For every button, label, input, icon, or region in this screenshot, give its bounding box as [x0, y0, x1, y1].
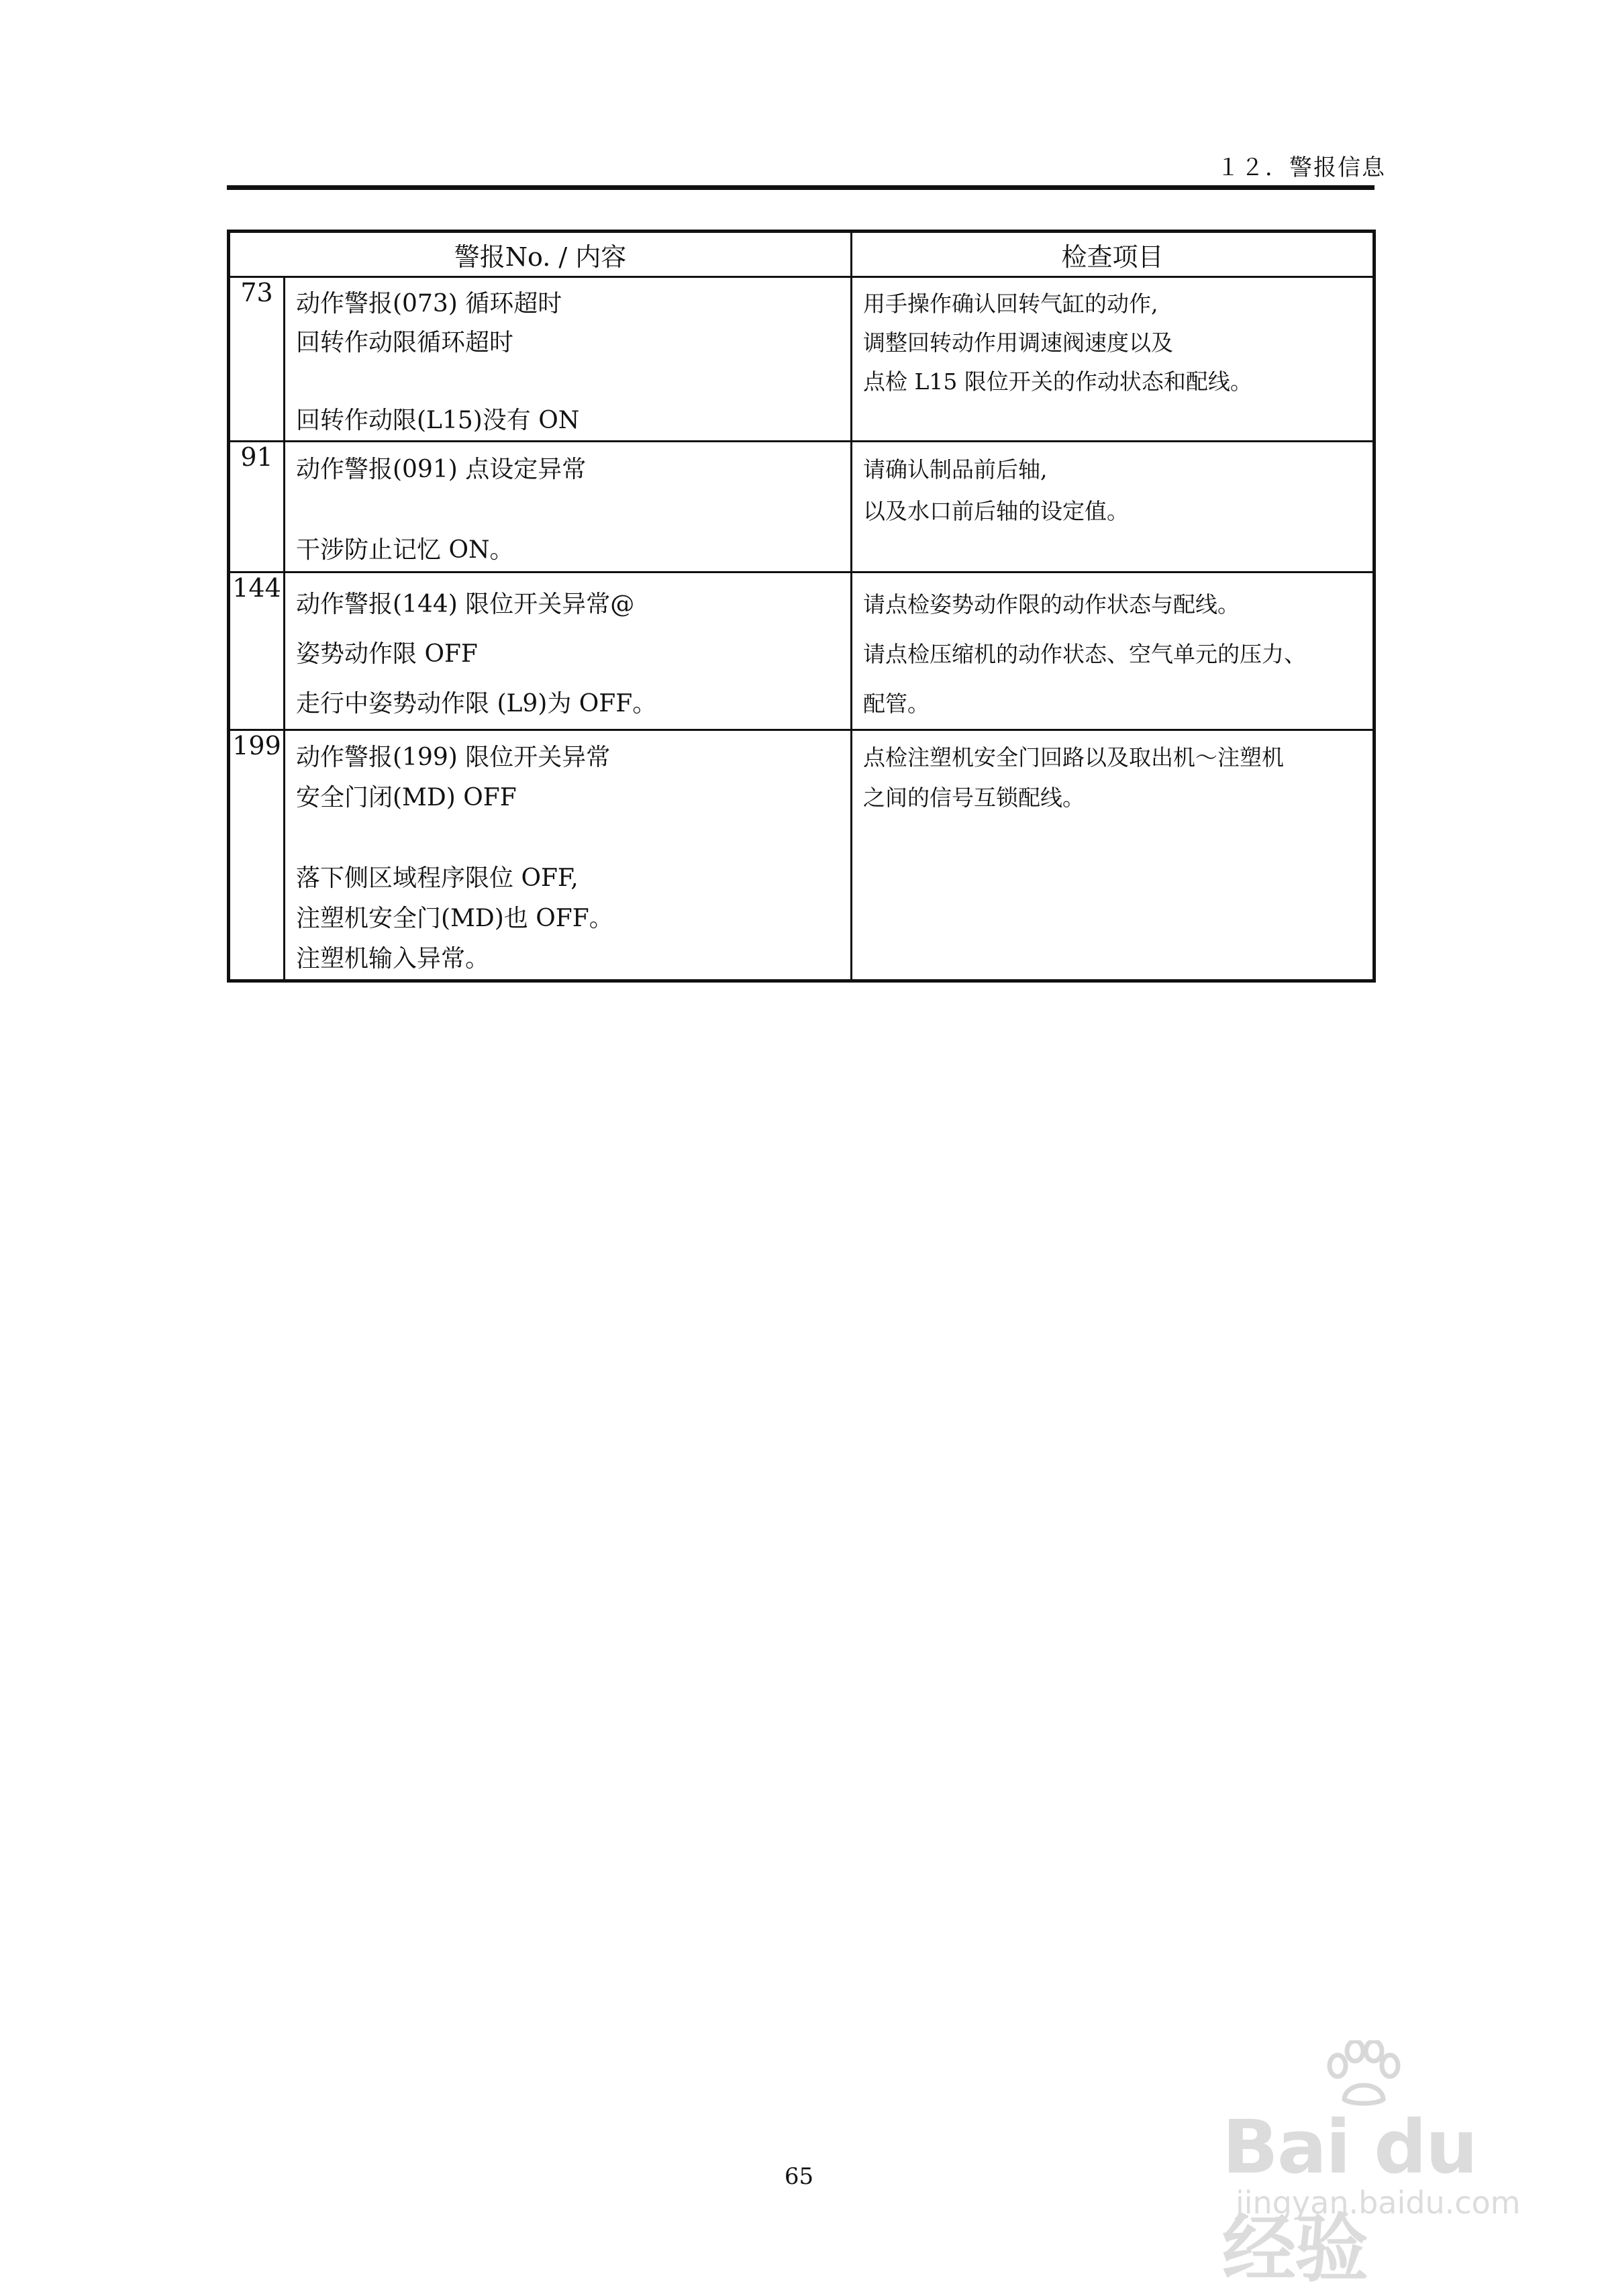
check-line: 点检注塑机安全门回路以及取出机～注塑机	[863, 744, 1285, 770]
content-line: 动作警报(144) 限位开关异常@	[296, 591, 635, 618]
content-line: 回转作动限循环超时	[296, 329, 514, 356]
alarm-content	[285, 442, 852, 572]
content-line: 回转作动限(L15)没有 ON	[296, 407, 580, 434]
header-alarm-content: 警报No. / 内容	[229, 232, 852, 277]
header-rule	[227, 185, 1375, 190]
alarm-number: 199	[229, 730, 285, 981]
check-items	[852, 277, 1375, 442]
table-row	[229, 442, 1375, 572]
content-line: 动作警报(073) 循环超时	[296, 290, 562, 317]
blank-line	[296, 491, 850, 530]
check-items	[852, 572, 1375, 730]
alarm-number: 73	[229, 277, 285, 442]
content-line: 注塑机输入异常。	[296, 945, 490, 972]
check-items	[852, 730, 1375, 981]
content-line: 姿势动作限 OFF	[296, 640, 478, 668]
check-line: 请点检压缩机的动作状态、空气单元的压力、	[863, 641, 1307, 667]
alarm-table	[227, 230, 1376, 983]
table-header-row	[229, 232, 1375, 277]
header-check-items: 检查项目	[852, 232, 1375, 277]
alarm-number: 91	[229, 442, 285, 572]
content-line: 安全门闭(MD) OFF	[296, 784, 517, 811]
check-line: 之间的信号互锁配线。	[863, 785, 1085, 811]
paw-icon	[1323, 2040, 1403, 2107]
check-line: 请确认制品前后轴,	[863, 456, 1048, 483]
check-line: 用手操作确认回转气缸的动作,	[863, 291, 1158, 317]
table-row	[229, 730, 1375, 981]
content-line: 干涉防止记忆 ON。	[296, 536, 514, 564]
check-items	[852, 442, 1375, 572]
watermark-url: jingyan.baidu.com	[1236, 2185, 1521, 2221]
check-line: 调整回转动作用调速阀速度以及	[863, 330, 1174, 356]
content-line: 动作警报(091) 点设定异常	[296, 456, 587, 483]
check-line: 请点检姿势动作限的动作状态与配线。	[863, 591, 1240, 617]
blank-line	[296, 818, 850, 858]
content-line: 动作警报(199) 限位开关异常	[296, 744, 611, 771]
page-number: 65	[784, 2163, 814, 2190]
table-row	[229, 572, 1375, 730]
check-line: 点检 L15 限位开关的作动状态和配线。	[863, 368, 1252, 395]
content-line: 走行中姿势动作限 (L9)为 OFF。	[296, 690, 657, 717]
section-title: １２．警报信息	[1217, 154, 1386, 181]
watermark-brand: Bai du 经验	[1222, 2104, 1477, 2292]
check-line: 配管。	[863, 691, 930, 717]
alarm-number: 144	[229, 572, 285, 730]
content-line: 落下侧区域程序限位 OFF,	[296, 864, 579, 892]
content-line: 注塑机安全门(MD)也 OFF。	[296, 905, 613, 932]
check-line: 以及水口前后轴的设定值。	[863, 498, 1130, 524]
table-row	[229, 277, 1375, 442]
alarm-content	[285, 277, 852, 442]
alarm-content	[285, 572, 852, 730]
blank-line	[296, 362, 850, 401]
alarm-content	[285, 730, 852, 981]
baidu-watermark	[1222, 2040, 1521, 2292]
